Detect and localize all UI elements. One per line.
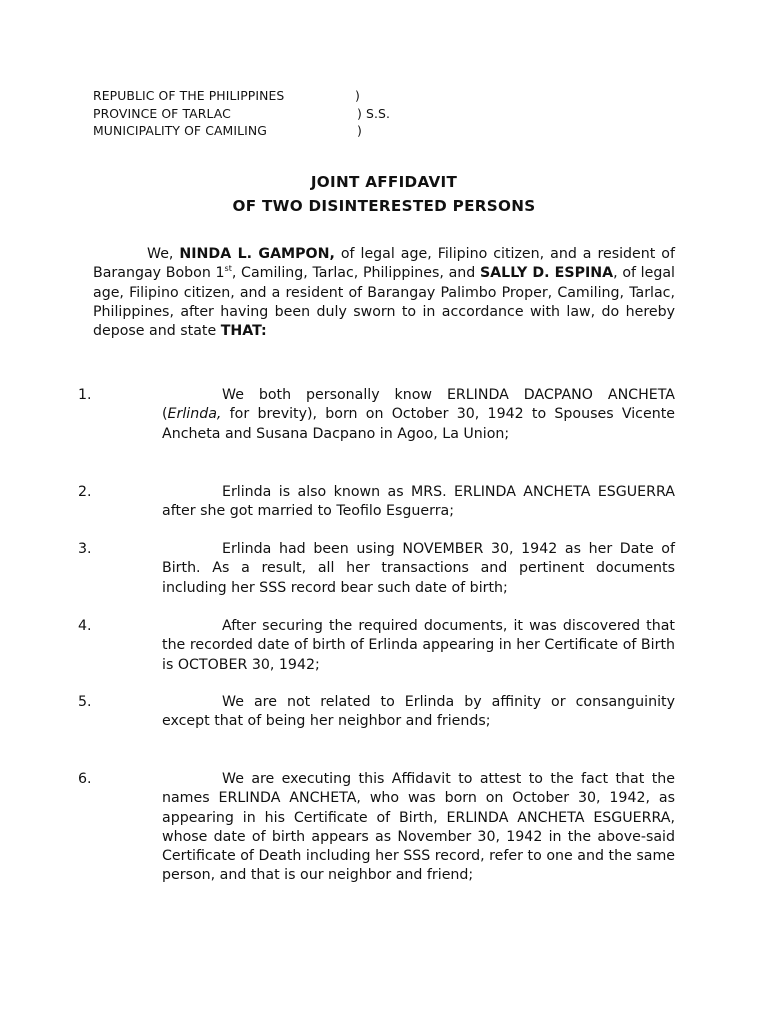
intro-paragraph xyxy=(93,245,675,341)
caption-text: MUNICIPALITY OF CAMILING xyxy=(93,123,267,138)
intro-text: We, xyxy=(147,246,180,262)
item-number: 3. xyxy=(78,541,92,557)
item-number: 5. xyxy=(78,694,92,710)
item-text-4: After securing the required documents, it was discovered that the recorded date of birth of Erlinda appearing in her Certificate of Birth is OCTOBER 30, 1942; xyxy=(162,618,675,673)
item-text-1 xyxy=(162,386,675,444)
item-text-5: We are not related to Erlinda by affinity or consanguinity except that of being her neighbor and friends; xyxy=(162,694,675,730)
intro-text: , Camiling, Tarlac, Philippines, and xyxy=(231,265,480,282)
item-number: 2. xyxy=(78,484,92,500)
intro-text: of legal age, Filipino citizen, and a resident of Barangay Bobon 1 xyxy=(93,246,675,282)
affiant-name-1: NINDA L. GAMPON, xyxy=(179,246,335,262)
caption-separator: ) S.S. xyxy=(357,105,390,121)
item-text-6: We are executing this Affidavit to attest to the fact that the names ERLINDA ANCHETA, who was born on October 30, 1942, as appearing in his Certificate of Birth, ERLINDA ANCHETA ESGUERRA, whose date of birth appears as November 30, 1942 in the above-said Certificate of Death including her SSS record, refer to one and the same person, and that is our neighbor and friend; xyxy=(162,771,675,884)
intro-text: , of legal age, Filipino citizen, and a resident of Barangay Palimbo Proper, Camiling, Tarlac, Philippines, after having been duly sworn to in accordance with law, do hereby depose and state xyxy=(93,265,675,340)
that-keyword: THAT: xyxy=(220,323,267,340)
item-text-part: for brevity), born on October 30, 1942 to Spouses Vicente Ancheta and Susana Dacpano in Agoo, La Union; xyxy=(162,406,675,442)
item-number: 6. xyxy=(78,771,92,787)
document-title-line-1: JOINT AFFIDAVIT xyxy=(310,173,458,191)
venue-caption xyxy=(93,87,390,140)
caption-line-republic xyxy=(93,87,360,105)
item-text-3: Erlinda had been using NOVEMBER 30, 1942 as her Date of Birth. As a result, all her transactions and pertinent documents including her SSS record bear such date of birth; xyxy=(162,541,675,596)
caption-line-municipality xyxy=(93,122,362,140)
caption-text: REPUBLIC OF THE PHILIPPINES xyxy=(93,88,285,103)
affiant-name-2: SALLY D. ESPINA xyxy=(479,265,614,282)
caption-text: PROVINCE OF TARLAC xyxy=(93,105,231,121)
item-text-emphasis: Erlinda, xyxy=(167,406,222,423)
item-text-2: Erlinda is also known as MRS. ERLINDA ANCHETA ESGUERRA after she got married to Teofilo Esguerra; xyxy=(162,484,675,520)
caption-line-province xyxy=(93,105,390,123)
item-text-part: We both personally know ERLINDA DACPANO ANCHETA ( xyxy=(162,387,675,423)
document-title-line-2: OF TWO DISINTERESTED PERSONS xyxy=(232,197,536,215)
caption-separator: ) xyxy=(355,88,360,103)
item-number: 1. xyxy=(78,387,92,403)
ordinal-suffix: st xyxy=(224,263,232,273)
caption-separator: ) xyxy=(357,123,362,138)
item-number: 4. xyxy=(78,618,92,634)
